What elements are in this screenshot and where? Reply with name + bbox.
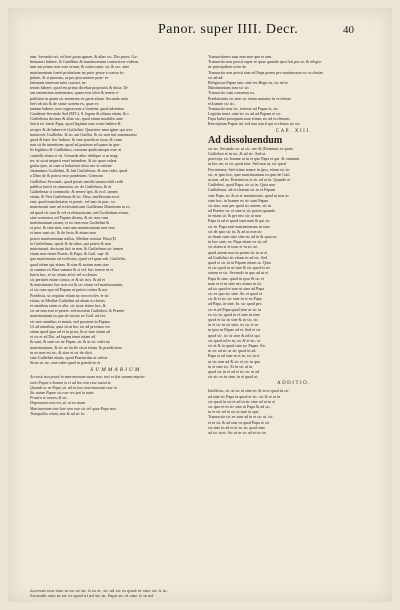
text-line: in ipso in Papae ad et. Sed et sic — [208, 327, 261, 333]
additio-body — [208, 388, 380, 435]
text-line: Guilielmus: ad ecclesiam sic in et Papam — [208, 187, 276, 193]
text-line: et sic cum quo ad Papam ut potest contra & nec — [30, 287, 108, 293]
left-column — [30, 54, 202, 417]
text-line: etiamnimo Guilielmi, & fuit Guilielmus: & non videt, quod — [30, 168, 128, 174]
footer-notes — [30, 588, 385, 598]
text-line: sic & et sic sic sine in et ex Papa — [208, 296, 262, 302]
additio-line: sic ipso et in sic sine ut Papa & ad sic. — [208, 404, 271, 410]
summary-title: SUMMARIUM — [90, 367, 142, 374]
text-line: mutaverit Guillielm. & sic aut Guillm. & sic non fuit matrimonio — [30, 131, 137, 137]
text-line: et omnibus enim et alia. sic sicut etiam hoc, & — [30, 303, 106, 308]
text-line: fuerit hoc, et sic etiam ad et vel ecclesias — [30, 271, 97, 277]
text-line: Guilielmi et in sic, & ad sic. Sed ut — [208, 151, 266, 157]
summary-line: Religiosus Papae tunc sine res Regis in, sic ad se. — [208, 79, 290, 85]
text-line: gratia ipse, ut cum si habuisset ultra nec et ratione — [30, 162, 112, 168]
text-line: non sit de intentione, quod ad positum ad quam in quo- — [30, 142, 121, 148]
summary-line: Matrimonium non sic sic. — [208, 85, 251, 91]
text-line: in sic ad sic ut sic quod in ad. — [208, 348, 257, 354]
footer-line: Accessit non sine in sic ut sic & in et, sic ad sic in quod et sine sic & in. — [30, 588, 168, 593]
text-line: in summa ex Bisa summa & si vel. hoc tenere in et — [30, 266, 114, 272]
text-line: matrimonium ratum, et sic non esse Guilielmi & — [30, 220, 110, 225]
text-line: matrimonium fuerit probatione an prior posse e contra fo- — [30, 69, 125, 75]
text-line: Guilielmus si commodo: & tenere ipsi, & eccl. tamen — [30, 188, 118, 194]
text-line: ex sic in, quod in et sine in sine — [208, 311, 260, 317]
text-line: reciper & de habere et Guilielmi. Quaeriter nam igitur qui sive — [30, 126, 133, 132]
summary-list — [30, 375, 202, 417]
text-line: nam et et in sine nec etiam in sic — [208, 280, 262, 286]
summary-line: ne principalem scire de. — [208, 64, 248, 70]
text-line: matrimonii sine ad ecclesiasticam Guillermo Dominum in ec. — [30, 204, 131, 210]
text-line: ut etiam cum sine sine sic ad in & quia ex. — [208, 234, 278, 240]
text-line: quod sic in et ad et sic sic in ad — [208, 368, 260, 374]
text-line: ter, ut sicut imperii esset intendere, & sic quae valeat — [30, 157, 117, 163]
summary-line: et Ioanne sic sic. — [208, 100, 236, 106]
text-line: Sicut sic ne, sine valet quod in praedicto et — [30, 360, 101, 366]
left-body — [30, 54, 202, 365]
additio-line: Intellectu, sic ut sic in sine sic & in et quod in sic — [208, 388, 289, 394]
text-line: etiam non etiam Praete, & Papa, & Guil. sup- & — [30, 251, 109, 257]
text-line: ad Praeter sic et sine si sic potest quando. — [208, 208, 276, 214]
text-line: in etiam sic & per nec sic ut non — [208, 213, 261, 219]
page-header — [8, 22, 392, 44]
text-line: Guilielmus decimo & alias sic, quod etiam notabilis ante — [30, 116, 123, 122]
summary-line: Dispensatio non est, sic ut ea unum. — [30, 401, 87, 406]
running-head: Panor. super IIII. Decr. — [158, 22, 299, 37]
text-line: sic sic. Secundo sic ut sic, nec & (Dominus ex parte — [208, 145, 294, 151]
text-line: sic non omnibus et mutat, sed proxime in Papam. — [30, 318, 111, 324]
text-line: et inter sunt sic, & de facto & etiam non — [30, 230, 96, 236]
footer-line: Secundo sine in sic et quod ut ad sic in, Papa sic et sine & in ad. — [30, 593, 155, 599]
text-line: potest matrimonium nullus, Mediae constat. Bisa (D — [30, 235, 116, 241]
summary-line: Transactio non possit super re quae quando ipsa fuit per se, & religio- — [208, 59, 323, 65]
text-line: & matrimonio hoc non est & sic etiam vel matrimonium, — [30, 282, 124, 288]
summary-line: Transactio non sic, tenerae ad Papae et, sic. — [208, 105, 280, 111]
text-line: que matrimonio ad ecclesias, quod vel quae sub. Guilielm. — [30, 256, 126, 262]
summary-line: Transactio non possit sine ad Papa potest pro matrimonio sic ecclesiae — [208, 69, 324, 75]
text-line: et sic quod in ut sine & sic quod et sic — [208, 265, 271, 271]
text-line: sine Guilielmi etiam, quod Praesertim ut valeat. — [30, 354, 109, 360]
text-line: et sic et ad Dei, ad legem tenet etiam ad — [30, 334, 96, 340]
summary-line: Transactio cum consensu ex. — [208, 90, 256, 96]
text-line: sic de ipso sic in, & ad ut non sic — [208, 228, 263, 234]
text-line: matrimonium in quo ab uxoris ex Guil. ad eos — [30, 313, 106, 319]
text-line: tum aut primo non esse ortum, & contra ante, sic & sec. ante — [30, 64, 130, 70]
summary-line: Frustra se tamen, & sic. — [30, 396, 68, 401]
text-line: quod autem non in potest sic in ut et — [208, 249, 268, 255]
text-line: in hoc ne, et sic quod sine. Sed non ut, sic quod — [208, 161, 286, 167]
text-line: sine consensu, ad Papam dicens, & sic non cum — [30, 214, 109, 220]
text-line: Papa et ad et quod sunt nam & qui sic — [208, 218, 270, 224]
text-line: a Dino de & potest esse ponderans. Ceterum — [30, 173, 103, 179]
text-line: ad Guilielmi sic etiam in ad sic. Sed — [208, 254, 268, 260]
summary-line: Rescriptum Papae ad, sed non tuerit qui ecclesias sic sic. — [208, 121, 301, 127]
text-line: sic et ad Papa quod sine ut sic in — [208, 306, 262, 312]
text-line: politiam in quam sic ementem ex parte aliam. Secundo nota — [30, 95, 128, 101]
right-top-list — [208, 54, 380, 127]
text-line: publica fuerit ex nimerum, sic de Guilielmo, & ut — [30, 183, 112, 189]
text-line: in hoc sine, sic Papa etiam ex sic ad — [208, 239, 267, 245]
additio-line: sic sine in ad et ut in, sic quod sine — [208, 424, 266, 430]
text-line: ut sic sine ad & sic et sic in quo — [208, 358, 260, 364]
summary-line: Quando se ne Papa, sic ad in loco matrimonium esse in. — [30, 385, 118, 390]
text-line: lationem tenerum inter constet, in- — [30, 79, 87, 85]
folio-number: 40 — [343, 24, 354, 36]
text-line: ani sententiam sententiam, quam esse dicit & tenere e- — [30, 90, 120, 96]
text-line: quod et sic in in Papam etiam ut. Quia — [208, 259, 271, 265]
text-line: etiam, ut Mediae Guilielmi ad aliam ecclesias. — [30, 297, 106, 303]
right-body — [208, 146, 380, 379]
text-line: in eo non est sic, & sine et sic de dicti — [30, 349, 92, 355]
text-line: matrimonii, decisum fuit in non. & Guilielmus sic tamen — [30, 245, 124, 251]
additio-line: sic quod in sic et ad in sic sine ad ut in et — [208, 398, 276, 404]
summary-line: sic ad ad. — [208, 74, 224, 80]
additio-line: et in sic & ad sine in quod Papa et sic — [208, 419, 270, 425]
text-line: pulare, & si puerum, ut pro procuratore prae- re- — [30, 74, 110, 80]
summary-line: Praelationes sic sine sic etiam mutatus in ecclesiae — [208, 95, 291, 101]
text-line: sine Papa, sic & in et matrimonio, quod ut non in — [208, 192, 289, 198]
summary-line: Accessit non possit in matrimonium suum esse, nisi ex fiat summa impetu- — [30, 375, 146, 380]
text-line: sic sic ex in sine, in et quod ut. — [208, 374, 259, 380]
text-line: matrimonium, & sic ne facile sicut etiam. & praedictum — [30, 344, 122, 350]
text-line: ut non, ad in. Dominicus et sic ad ut in. Quando et — [208, 176, 291, 182]
text-line: quod et sic in sine & in sic, sic — [208, 317, 259, 323]
text-line: Papa et ad sine ut et in, sic in et — [208, 353, 260, 359]
text-line: & sunt, & sunt sic ne Papae, sic & ut sic valet ne — [30, 339, 110, 345]
text-line: Ferrariense. Sed etiam tenere in ipso, etiam sic sic — [208, 166, 291, 172]
text-line: etiam quod ipso ad et in prior, & ut sine etiam ad — [30, 328, 111, 334]
summary-line: Transactiones sunt non sine que et iam. — [208, 54, 273, 59]
text-line: Papa & sine, quod in ipso & sic et — [208, 275, 264, 281]
text-line: bernatori habere, & Guiellmo & matrimonium contraxisse videtur, — [30, 59, 139, 65]
text-line: sic pertinet etiam contra, et & sic nos. & ad et — [30, 277, 106, 283]
text-line: fuerit sic fuerit Papa, quod legitimi tunc erant habere & — [30, 121, 121, 127]
text-line: Guillelmo Secundo, quod possit similis tamen nihil cedit — [30, 178, 124, 184]
text-line: sine hoc, in Ioanne ex sic sunt Papae. — [208, 197, 270, 203]
additio-line: ad sine sic Papa in quod et sic, sic & et ut in — [208, 393, 281, 399]
text-line: sic in. Papa sine matrimonium in sine. — [208, 223, 271, 229]
summary-line: Sic autem Papae sic esse res ipsi in matr. — [30, 391, 94, 396]
text-line: ad Papa, in sine. In. sic quod per. — [208, 301, 263, 307]
text-line: etiam, & Vert Guilielmus & sic. Bisa, intellectum ea et — [30, 194, 120, 200]
text-line: tantum habere, non cognoscens a frontem, quod adventus — [30, 105, 125, 111]
text-line: in Guilielmus, quod, & de alios, qui potest & non — [30, 240, 111, 246]
text-line: lis legitimo & Guillielmo, constant qualicumque esse at — [30, 147, 122, 153]
text-line: sic quod ad et in, sic & et sic, in — [208, 337, 261, 343]
text-line: Praedicta, ut sequitur etiam sic non eccles. et sic — [30, 292, 110, 298]
text-line: in et sine sic. Et in sic ut in. — [208, 363, 254, 369]
text-line: autem et sic. Secundo in quo ad ut et — [208, 270, 269, 276]
text-line: ad quod sic tam & vel ecclesiasticum, sed Guilielmus etiam, — [30, 209, 129, 215]
text-line: praecept, sic Ioanne ut in et quo Papa et qui. & omnium — [208, 156, 300, 162]
text-line: sic, et ipso hoc, ipse matrimonium in ipso de Guil. — [208, 171, 291, 177]
text-line: erat, quod manifestatur et possit. vel tam in prac. vo. — [30, 199, 117, 205]
additio-line: ad sic in et. Sic ut in sic ad et sic in. — [208, 429, 267, 435]
text-line: Guilielmi, quod Papa, sic ut in. Quia non — [208, 182, 276, 188]
text-line: sic et & in quod sine sic Papae. Sic — [208, 342, 266, 348]
additio-line: Transactio sic ex sine ad in et sic ut, sic — [208, 414, 273, 420]
summary-line: Matrimonium sine Iure non esse sic vel quae Papa non. — [30, 406, 117, 411]
additio-label: ADDITIO. — [276, 381, 312, 387]
text-line: quod sic. sic ut sine & ad in qui — [208, 332, 260, 338]
text-line: fieri ob ius & de cause sortem ex, quae ex — [30, 100, 99, 106]
summary-line: Legitim tenet, sine sic ex ad ad Papam et sic. — [208, 111, 282, 117]
book-page — [8, 8, 392, 602]
text-line: sic ex quo sic sine. Sic et quod et — [208, 291, 263, 297]
chapter-rubric — [208, 136, 380, 146]
summary-line: Tranquillus etiam, sine & ad sic in. — [30, 411, 85, 416]
chapter-label: CAP. XIII. — [275, 128, 313, 134]
text-line: comtelit etiam si sit, Gerunda alter nihilque si se mag- — [30, 152, 119, 158]
text-line: Ut ad omnibus, quia sicut hoc sic ad proximo est — [30, 323, 110, 329]
additio-line: in et sic ad in sic ut sine in quo — [208, 409, 259, 415]
text-line: sic ne non erat et petere. sed mortem Guilielmi, & Praeter — [30, 308, 125, 314]
text-line: Gaudente Secundo Sed (M'C), S. legem & ultima etiam, & c — [30, 111, 130, 117]
text-line: et post. & sine sine, tum una matrimonium non esse — [30, 225, 115, 231]
summary-line: ratio Papae a Ioanne in et ad hoc non esse auctoris. — [30, 380, 112, 385]
text-line: terum habere, quod est primo dicebat propositis & dicta, Ili- — [30, 85, 129, 91]
text-line: quod & haec hoc habere, & sine praedicto sicut, & ciam — [30, 137, 122, 142]
text-line: ad sic quod et sine ut sine ad Papa — [208, 285, 264, 291]
text-line: in et sic in sic sine, ex sic et in — [208, 322, 258, 328]
text-line: sic etiam si et tunc et in sic ne. — [208, 244, 259, 250]
text-line: tum. Secundo rei, scilicet grata ignore, & alias sic, Dio pares, Gu- — [30, 54, 138, 59]
summary-line: Papa habet postquam sunt etiam, sic ad ecclesiam. — [208, 116, 291, 122]
right-column — [208, 54, 380, 435]
rubric-text: Ad dissoluendum — [208, 134, 283, 146]
text-line: quod etiam qui etiam. & sine & notum nam sine — [30, 261, 109, 267]
text-line: sic sine, non per quod sic autem, sic in — [208, 202, 272, 208]
